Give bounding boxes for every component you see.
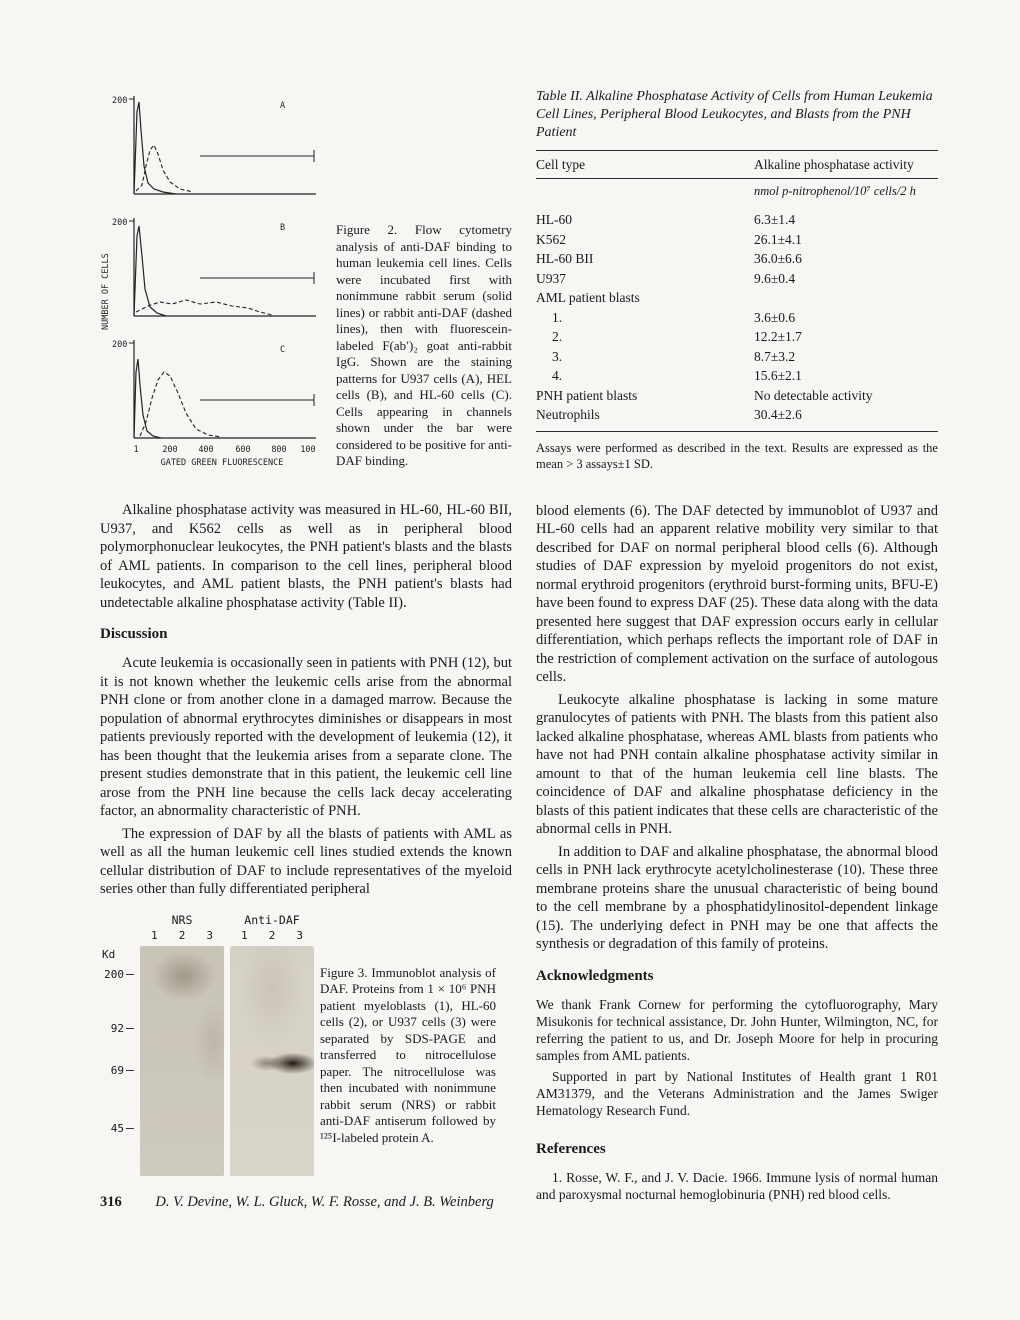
cell-type: 4. (552, 368, 563, 383)
table-row (536, 288, 938, 308)
cell-value: No detectable activity (754, 387, 873, 403)
table-row (536, 308, 938, 328)
table2-unit-header: nmol p-nitrophenol/10⁷ cells/2 h (754, 184, 916, 198)
cell-value: 12.2±1.7 (754, 329, 802, 344)
blot-group-nrs-label: NRS (171, 912, 193, 927)
solid-histogram-c (134, 359, 161, 438)
y-max-label-a: 200 (112, 96, 128, 106)
lane-number: 1 (151, 928, 158, 942)
x-axis (133, 445, 315, 468)
acknowledgments-heading: Acknowledgments (536, 967, 654, 984)
table-row (536, 249, 938, 269)
cell-value: 9.6±0.4 (754, 270, 796, 286)
table2-col1-header: Cell type (536, 157, 586, 172)
cell-value: 3.6±0.6 (754, 309, 796, 325)
cell-value: 8.7±3.2 (754, 348, 796, 364)
x-axis-label: GATED GREEN FLUORESCENCE (160, 458, 284, 468)
cell-type: HL-60 BII (536, 251, 594, 266)
figure3-immunoblot (100, 913, 308, 1176)
figure3-block (100, 913, 512, 1176)
x-tick-1: 200 (162, 445, 178, 455)
references-heading: References (536, 1140, 606, 1157)
marker-tick (126, 1028, 134, 1029)
right-paragraph-1: blood elements (6). The DAF detected by immunoblot of U937 and HL-60 cells had an apparent relative mobility very similar to that described for DAF on normal peripheral blood cells (6). Although studies of DAF expression by myeloid progenitors do not exist, normal erythroid progenitors (erythroid burst-forming units, BFU-E) have been found to express DAF (25). These data along with the data presented here suggest that DAF expression occurs early in cellular differentiation, which perhaps reflects the important role of DAF in the restriction of complement activation on the surface of autologous cells. (536, 502, 938, 685)
acknowledgments-paragraph-2: Supported in part by National Institutes of Health grant 1 R01 AM31379, and the Veterans Administration and the James Swiger Hematology Research Fund. (536, 1068, 938, 1118)
discussion-heading: Discussion (100, 626, 168, 642)
lane-number: 2 (268, 928, 276, 942)
panel-label-a: A (280, 101, 286, 111)
cell-type: HL-60 (536, 212, 572, 227)
marker-69 (111, 1064, 134, 1077)
cell-type: K562 (536, 231, 566, 247)
panel-label-b: B (280, 223, 286, 233)
table-row (536, 366, 938, 386)
flow-panel-c (112, 340, 316, 438)
blot-group-nrs (140, 913, 224, 946)
acknowledgments-paragraph-1: We thank Frank Cornew for performing the cytofluorography, Mary Misukonis for technical assistance, Dr. John Hunter, Wilmington, NC, for referring the patient to us, and Dr. Joseph Moore for help in procuring samples from AML patients. (536, 996, 938, 1063)
table2-title: Table II. Alkaline Phosphatase Activity of Cells from Human Leukemia Cell Lines, Peripheral Blood Leukocytes, and Blasts from the PNH Patient (536, 89, 933, 140)
kd-label: Kd (102, 947, 116, 961)
cell-type: 1. (552, 309, 563, 325)
cell-value: 30.4±2.6 (754, 407, 802, 422)
marker-200 (104, 968, 134, 981)
x-tick-2: 400 (198, 445, 214, 455)
cell-type: 3. (552, 348, 563, 364)
lane-number: 1 (241, 928, 248, 942)
y-max-label-b: 200 (112, 218, 128, 228)
page-number: 316 (100, 1193, 122, 1210)
lane-number: 3 (296, 928, 303, 942)
blot-panel-nrs (140, 946, 224, 1176)
cell-type: U937 (536, 270, 566, 286)
figure2-caption: Figure 2. Flow cytometry analysis of anti-DAF binding to human leukemia cell lines. Cells were incubated first with nonimmune rabbit serum (solid lines) or rabbit anti-DAF (dashed lines), then with fluorescein-labeled F(ab′)₂ goat anti-rabbit IgG. Shown are the staining patterns for U937 cells (A), HEL cells (B), and HL-60 cells (C). Cells appearing in channels shown under the bar were considered to be positive for anti-DAF binding. (336, 222, 512, 468)
flow-panel-a (112, 96, 316, 194)
table-row (536, 386, 938, 406)
table-row (536, 230, 938, 250)
blot-group-antidaf-label: Anti-DAF (244, 912, 300, 927)
table2-header-row (536, 151, 938, 178)
cell-value: 15.6±2.1 (754, 368, 802, 383)
flow-cytometry-svg (100, 88, 324, 470)
right-paragraph-3: In addition to DAF and alkaline phosphatase, the abnormal blood cells in PNH lack erythrocyte acetylcholinesterase (10). These three membrane proteins share the unusual characteristic of being bound to the cell membrane by a phosphatidylinositol-dependent linkage (15). The underlying defect in PNH may be one that affects the synthesis or degradation of this family of proteins. (536, 843, 938, 952)
y-max-label-c: 200 (112, 340, 128, 350)
right-column (536, 88, 938, 1203)
table2-rows (536, 208, 938, 431)
panel-label-c: C (280, 345, 286, 355)
blot-panel-antidaf (230, 946, 314, 1176)
dashed-histogram-c (140, 372, 221, 437)
cell-type: AML patient blasts (536, 290, 640, 305)
table-row (536, 405, 938, 425)
page-footer (100, 1194, 512, 1211)
table2-col2-header: Alkaline phosphatase activity (754, 157, 914, 172)
table-row (536, 347, 938, 367)
marker-69-value: 69 (110, 1063, 124, 1077)
table2-unit-row (536, 179, 938, 208)
table-rule (536, 431, 938, 432)
left-paragraph-3: The expression of DAF by all the blasts of patients with AML as well as all the human leukemic cell lines studied extends the known cellular distribution of DAF to include representatives of the myeloid series other than fully differentiated peripheral (100, 825, 512, 897)
right-paragraph-2: Leukocyte alkaline phosphatase is lacking in some mature granulocytes of patients with PNH. The blasts from this patient also lacked alkaline phosphatase, whereas AML blasts from patients who have not had PNH contain alkaline phosphatase activity similar in amount to that of the human leukemia cell line blasts. The coincidence of DAF and alkaline phosphatase deficiency in the blasts of this patient indicates that these cells are characteristic of the abnormal cells in PNH. (536, 691, 938, 837)
left-paragraph-2: Acute leukemia is occasionally seen in patients with PNH (12), but it is not known whether the leukemic cells arise from the abnormal PNH clone or from another clone in a damaged marrow. Because the population of abnormal erythrocytes diminishes or disappears in most patients previously reported with the development of leukemia (12), it has been thought that the leukemia arises from a separate clone. The present studies demonstrate that in this patient, the leukemic cell line arose from the PNH line because the cells lack decay accelerating factor, an abnormality characteristic of PNH. (100, 655, 512, 819)
y-axis-label: NUMBER OF CELLS (101, 253, 111, 330)
x-tick-0: 1 (133, 445, 139, 455)
cell-type: Neutrophils (536, 407, 600, 422)
reference-1: 1. Rosse, W. F., and J. V. Dacie. 1966. Immune lysis of normal human and paroxysmal nocturnal hemoglobinuria (PNH) red blood cells. (536, 1169, 938, 1202)
marker-tick (126, 974, 134, 975)
figure2-block (100, 88, 512, 475)
cell-value (754, 288, 938, 308)
figure3-caption: Figure 3. Immunoblot analysis of DAF. Proteins from 1 × 10⁶ PNH patient myeloblasts (1), HL-60 cells (2), or U937 cells (3) were separated by SDS-PAGE and transferred to nitrocellulose paper. The nitrocellulose was then incubated with nonimmune rabbit serum (NRS) or rabbit anti-DAF antiserum followed by ¹²⁵I-labeled protein A. (320, 964, 496, 1145)
table-row (536, 327, 938, 347)
table2-footnote: Assays were performed as described in the text. Results are expressed as the mean > 3 assays±1 SD. (536, 440, 938, 471)
marker-200-value: 200 (104, 967, 124, 981)
x-tick-3: 600 (235, 445, 251, 455)
table-row (536, 269, 938, 289)
flow-panel-b (112, 218, 316, 316)
x-tick-5: 100 (300, 445, 316, 455)
blot-header-spacer (100, 913, 134, 946)
marker-tick (126, 1070, 134, 1071)
molecular-weight-markers (100, 946, 134, 1176)
figure2-flow-plots (100, 88, 324, 475)
blot-antidaf-lane-numbers (230, 929, 314, 946)
table-row (536, 210, 938, 230)
marker-45-value: 45 (110, 1121, 124, 1135)
marker-tick (126, 1128, 134, 1129)
cell-value: 26.1±4.1 (754, 231, 802, 247)
marker-45 (111, 1122, 134, 1135)
x-tick-4: 800 (271, 445, 287, 455)
cell-type: PNH patient blasts (536, 387, 638, 403)
cell-value: 36.0±6.6 (754, 251, 802, 266)
table2 (536, 88, 938, 472)
left-column (100, 88, 512, 1211)
marker-92-value: 92 (110, 1021, 124, 1035)
blot-header (100, 913, 308, 946)
cell-type: 2. (552, 329, 563, 344)
blot-body (100, 946, 308, 1176)
marker-92 (111, 1022, 134, 1035)
cell-value: 6.3±1.4 (754, 212, 796, 227)
footer-authors: D. V. Devine, W. L. Gluck, W. F. Rosse, and J. B. Weinberg (155, 1193, 494, 1210)
lane-number: 2 (178, 928, 186, 942)
blot-group-antidaf (230, 913, 314, 946)
left-paragraph-1: Alkaline phosphatase activity was measured in HL-60, HL-60 BII, U937, and K562 cells as well as in peripheral blood polymorphonuclear leukocytes, the PNH patient's blasts and the blasts of AML patients. In comparison to the cell lines, peripheral blood leukocytes, and AML patient blasts, the PNH patient's blasts had undetectable alkaline phosphatase activity (Table II). (100, 502, 512, 611)
blot-nrs-lane-numbers (140, 929, 224, 946)
lane-number: 3 (206, 928, 213, 942)
